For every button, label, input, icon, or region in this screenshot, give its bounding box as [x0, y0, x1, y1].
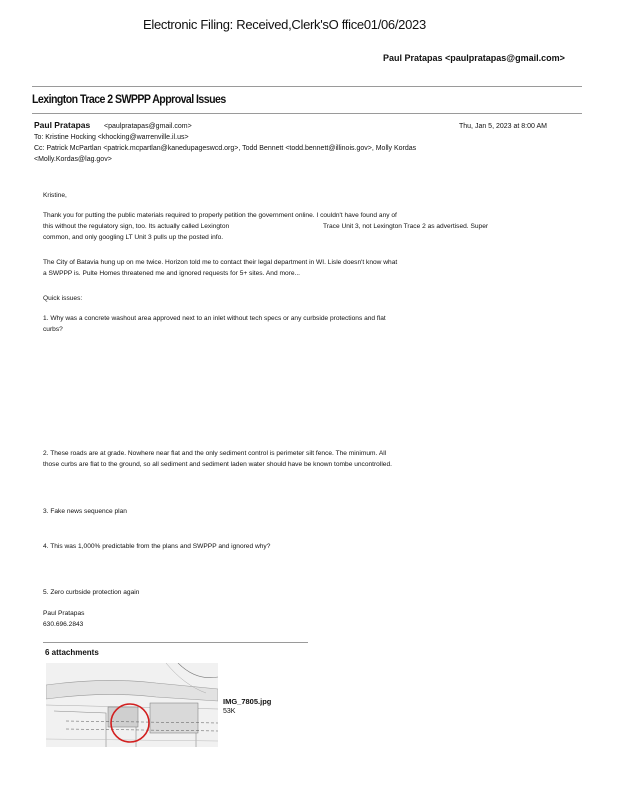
sender-name: Paul Pratapas	[34, 120, 91, 130]
issue-1: 1. Why was a concrete washout area approved next to an inlet without tech specs or any curbside protections and flat	[43, 315, 386, 322]
paragraph-thanks-line: Thank you for putting the public materials required to properly petition the government online. I couldn't have found any of	[43, 212, 397, 219]
filing-stamp: Electronic Filing: Received,Clerk'sO ffice01/06/2023	[143, 17, 426, 32]
signature-phone: 630.696.2843	[43, 621, 84, 628]
paragraph-thanks-line: common, and only googling LT Unit 3 pulls up the posted info.	[43, 234, 224, 241]
to-recipients: To: Kristine Hocking <khocking@warrenville.il.us>	[34, 134, 189, 141]
paragraph-thanks-line: this without the regulatory sign, too. Its actually called Lexington	[43, 223, 230, 230]
paragraph-batavia-line: a SWPPP is. Pulte Homes threatened me and ignored requests for 5+ sites. And more...	[43, 270, 300, 277]
attachment-size: 53K	[223, 708, 236, 715]
cc-recipients: Cc: Patrick McPartlan <patrick.mcpartlan@kanedupageswcd.org>, Todd Bennett <todd.bennett@illinois.gov>, Molly Kordas	[34, 145, 417, 152]
issue-5: 5. Zero curbside protection again	[43, 589, 140, 596]
greeting: Kristine,	[43, 192, 67, 199]
site-plan-thumbnail[interactable]	[46, 663, 218, 747]
attachments-count: 6 attachments	[45, 648, 99, 657]
email-subject: Lexington Trace 2 SWPPP Approval Issues	[32, 94, 226, 106]
paragraph-thanks-line: Trace Unit 3, not Lexington Trace 2 as advertised. Super	[323, 223, 489, 230]
quick-issues-heading: Quick issues:	[43, 295, 83, 302]
sender-email[interactable]: <paulpratapas@gmail.com>	[104, 123, 192, 130]
email-date: Thu, Jan 5, 2023 at 8:00 AM	[459, 123, 547, 130]
account-owner: Paul Pratapas <paulpratapas@gmail.com>	[383, 53, 565, 63]
issue-4: 4. This was 1,000% predictable from the plans and SWPPP and ignored why?	[43, 543, 271, 550]
issue-3: 3. Fake news sequence plan	[43, 508, 127, 515]
attachments-divider	[43, 642, 308, 643]
cc-recipients-cont: <Molly.Kordas@lag.gov>	[34, 156, 112, 163]
signature-name: Paul Pratapas	[43, 610, 85, 617]
subject-divider	[32, 113, 582, 114]
attachment-filename[interactable]: IMG_7805.jpg	[223, 697, 272, 706]
paragraph-batavia-line: The City of Batavia hung up on me twice. Horizon told me to contact their legal department in WI. Lisle doesn't know what	[43, 259, 398, 266]
issue-2-cont: those curbs are flat to the ground, so all sediment and sediment laden water should have be known tombe uncontrolled.	[43, 461, 392, 468]
issue-2: 2. These roads are at grade. Nowhere near flat and the only sediment control is perimeter silt fence. The minimum. All	[43, 450, 387, 457]
issue-1-cont: curbs?	[43, 326, 63, 333]
header-divider	[32, 86, 582, 87]
